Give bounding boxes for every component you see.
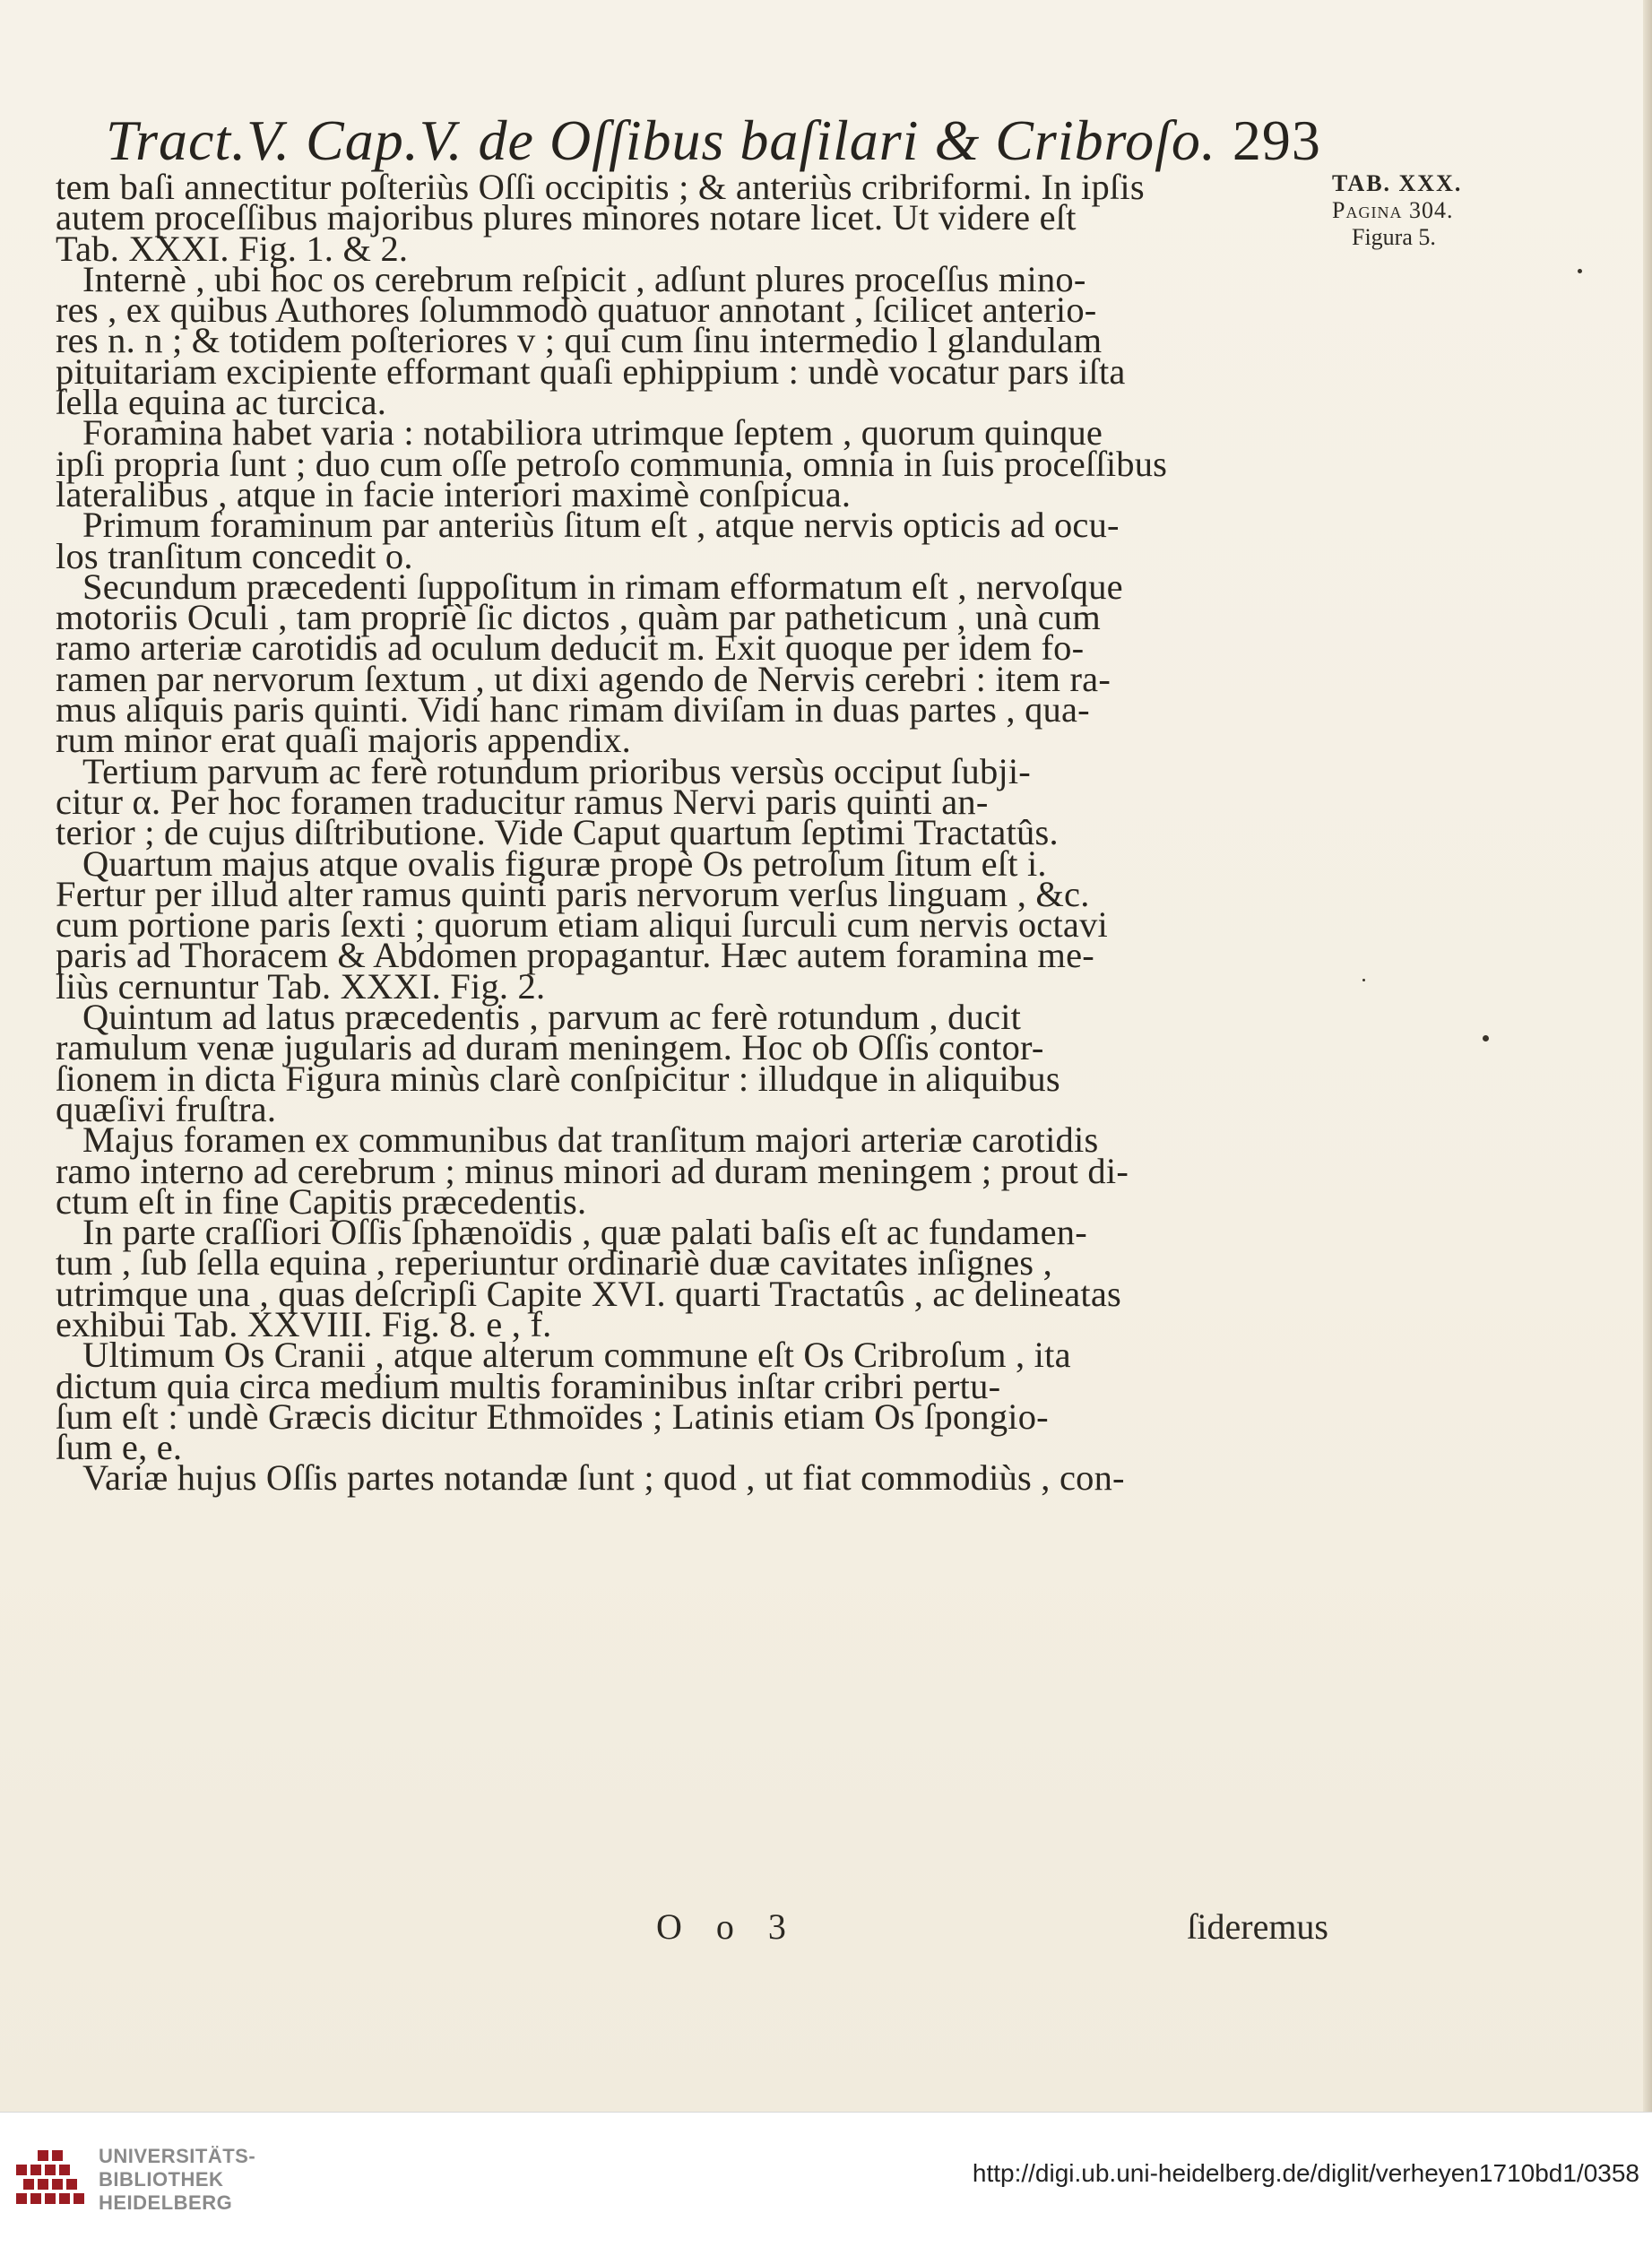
text-line: res n. n ; & totidem poſteriores v ; qui cum ſinu intermedio l glandulam bbox=[56, 320, 1103, 361]
text-line: pituitariam excipiente efformant quaſi ephippium : undè vocatur pars iſta bbox=[56, 350, 1126, 392]
text-line: ramo arteriæ carotidis ad oculum deducit m. Exit quoque per idem fo- bbox=[56, 627, 1085, 669]
speck bbox=[1578, 269, 1582, 273]
text-line: Fertur per illud alter ramus quinti paris nervorum verſus linguam , &c. bbox=[56, 873, 1090, 914]
text-line: ramen par nervorum ſextum , ut dixi agendo de Nervis cerebri : item ra- bbox=[56, 658, 1111, 699]
running-title: Tract.V. Cap.V. de Oſſibus baſilari & Cribroſo. bbox=[106, 108, 1216, 172]
text-line: paris ad Thoracem & Abdomen propagantur. Hæc autem foramina me- bbox=[56, 935, 1094, 976]
margin-note-tab: TAB. XXX. bbox=[1332, 170, 1463, 196]
text-line: ſionem in dicta Figura minùs clarè conſpicitur : illudque in aliquibus bbox=[56, 1058, 1060, 1099]
source-url[interactable]: http://digi.ub.uni-heidelberg.de/diglit/verheyen1710bd1/0358 bbox=[972, 2159, 1639, 2187]
text-line: tem baſi annectitur poſteriùs Oſſi occipitis ; & anteriùs cribriformi. In ipſis bbox=[56, 167, 1145, 207]
margin-note-figura: Figura 5. bbox=[1352, 224, 1436, 250]
margin-notes bbox=[1332, 170, 1511, 251]
signature-mark: O o 3 bbox=[656, 1906, 799, 1947]
page-edge bbox=[1643, 0, 1652, 2112]
text-line: Variæ hujus Oſſis partes notandæ ſunt ; quod , ut fiat commodiùs , con- bbox=[82, 1457, 1125, 1499]
page-footer bbox=[56, 1906, 1328, 1947]
library-name bbox=[99, 2145, 255, 2215]
text-line: quæſivi fruſtra. bbox=[56, 1088, 277, 1129]
text-line: cum portione paris ſexti ; quorum etiam aliqui ſurculi cum nervis octavi bbox=[56, 904, 1108, 946]
library-name-line: UNIVERSITÄTS- bbox=[99, 2145, 256, 2167]
text-line: In parte craſſiori Oſſis ſphænoïdis , quæ palati baſis eſt ac fundamen- bbox=[82, 1212, 1087, 1253]
body-text bbox=[56, 167, 1328, 1499]
library-name-line: HEIDELBERG bbox=[99, 2191, 233, 2214]
text-line: exhibui Tab. XXVIII. Fig. 8. e , f. bbox=[56, 1303, 552, 1344]
text-line: ctum eſt in fine Capitis præcedentis. bbox=[56, 1180, 587, 1222]
text-line: Tab. XXXI. Fig. 1. & 2. bbox=[56, 228, 409, 269]
text-line: lateralibus , atque in facie interiori maximè conſpicua. bbox=[56, 473, 852, 514]
text-line: ramo interno ad cerebrum ; minus minori ad duram meningem ; prout di- bbox=[56, 1150, 1129, 1191]
text-line: Majus foramen ex communibus dat tranſitum majori arteriæ carotidis bbox=[82, 1119, 1099, 1161]
text-line: los tranſitum concedit o. bbox=[56, 535, 413, 576]
catchword: ſideremus bbox=[1187, 1906, 1328, 1947]
text-line: rum minor erat quaſi majoris appendix. bbox=[56, 720, 631, 761]
text-line: motoriis Oculi , tam propriè ſic dictos , quàm par patheticum , unà cum bbox=[56, 597, 1101, 638]
text-line: mus aliquis paris quinti. Vidi hanc rimam diviſam in duas partes , qua- bbox=[56, 689, 1090, 730]
text-line: Secundum præcedenti ſuppoſitum in rimam efformatum eſt , nervoſque bbox=[82, 566, 1123, 607]
text-line: ipſi propria ſunt ; duo cum oſſe petroſo communia, omnia in ſuis proceſſibus bbox=[56, 443, 1168, 484]
page-number: 293 bbox=[1232, 108, 1321, 172]
text-line: Primum foraminum par anteriùs ſitum eſt , atque nervis opticis ad ocu- bbox=[82, 505, 1120, 546]
text-line: Quintum ad latus præcedentis , parvum ac ferè rotundum , ducit bbox=[82, 997, 1022, 1038]
text-line: Ultimum Os Cranii , atque alterum commune eſt Os Cribroſum , ita bbox=[82, 1335, 1071, 1376]
text-line: citur α. Per hoc foramen traducitur ramus Nervi paris quinti an- bbox=[56, 781, 989, 822]
speck bbox=[1483, 1035, 1489, 1041]
text-line: ſella equina ac turcica. bbox=[56, 382, 387, 423]
text-line: tum , ſub ſella equina , reperiuntur ordinariè duæ cavitates inſignes , bbox=[56, 1242, 1052, 1283]
text-line: ſum eſt : undè Græcis dicitur Ethmoïdes ; Latinis etiam Os ſpongio- bbox=[56, 1396, 1049, 1437]
text-line: Tertium parvum ac ferè rotundum prioribus versùs occiput ſubji- bbox=[82, 750, 1031, 791]
margin-note-pagina: Pagina 304. bbox=[1332, 197, 1454, 223]
text-line: terior ; de cujus diſtributione. Vide Caput quartum ſeptimi Tractatûs. bbox=[56, 812, 1059, 853]
library-name-line: BIBLIOTHEK bbox=[99, 2168, 224, 2191]
library-footer-bar bbox=[0, 2112, 1652, 2247]
text-line: ſum e, e. bbox=[56, 1427, 183, 1468]
text-line: utrimque una , quas deſcripſi Capite XVI. quarti Tractatûs , ac delineatas bbox=[56, 1273, 1121, 1314]
university-library-logo bbox=[11, 2139, 91, 2220]
text-line: dictum quia circa medium multis foraminibus inſtar cribri pertu- bbox=[56, 1365, 1001, 1406]
text-line: ramulum venæ jugularis ad duram meningem. Hoc ob Oſſis contor- bbox=[56, 1027, 1044, 1068]
speck bbox=[1362, 979, 1365, 981]
text-line: liùs cernuntur Tab. XXXI. Fig. 2. bbox=[56, 965, 546, 1007]
text-line: Quartum majus atque ovalis figuræ propè Os petroſum ſitum eſt i. bbox=[82, 843, 1047, 884]
text-line: autem proceſſibus majoribus plures minores notare licet. Ut videre eſt bbox=[56, 197, 1077, 238]
text-line: res , ex quibus Authores ſolummodò quatuor annotant , ſcilicet anterio- bbox=[56, 290, 1097, 331]
text-line: Internè , ubi hoc os cerebrum reſpicit , adſunt plures proceſſus mino- bbox=[82, 258, 1086, 299]
text-line: Foramina habet varia : notabiliora utrimque ſeptem , quorum quinque bbox=[82, 412, 1103, 454]
